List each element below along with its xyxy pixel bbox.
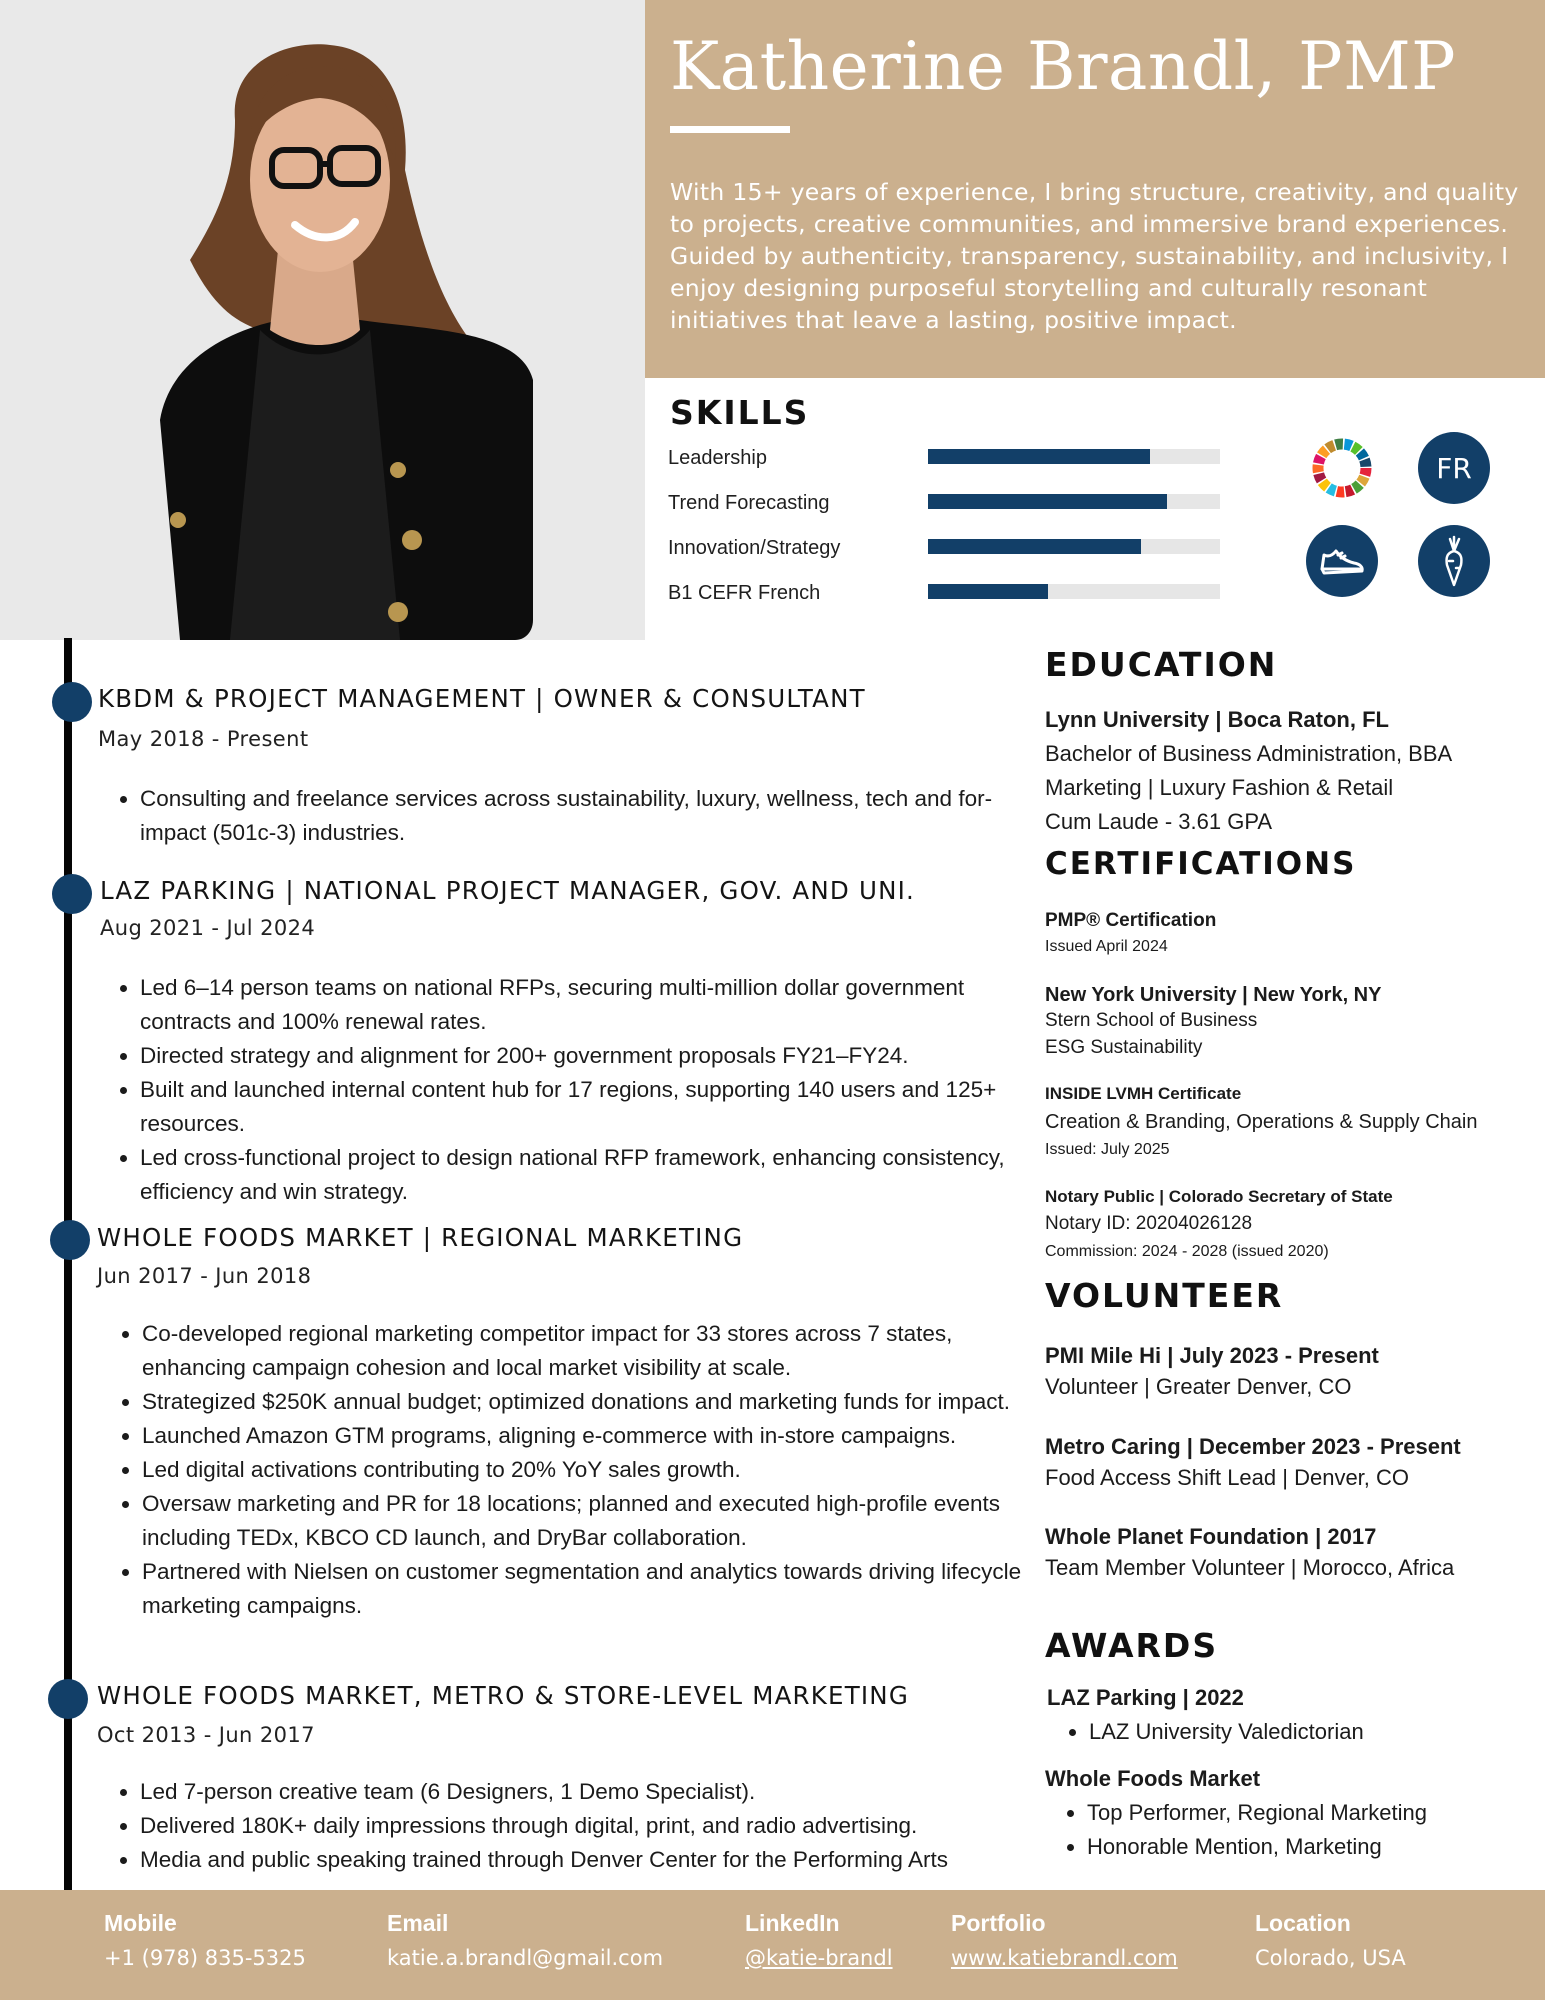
cert-name: New York University | New York, NY [1045, 984, 1382, 1006]
volunteer-org: Metro Caring | December 2023 - Present [1045, 1434, 1461, 1459]
location-label: Location [1255, 1910, 1351, 1936]
job-title: KBDM & PROJECT MANAGEMENT | OWNER & CONSULTANT [98, 684, 866, 713]
contact-footer [0, 1890, 1545, 2000]
volunteer-org: PMI Mile Hi | July 2023 - Present [1045, 1343, 1379, 1368]
skill-bar [928, 584, 1220, 599]
list-item: • Media and public speaking trained through Denver Center for the Performing Arts [140, 1843, 1060, 1877]
award-list [1047, 1715, 1509, 1749]
list-item: • Consulting and freelance services across sustainability, luxury, wellness, tech and for-impact (501c-3) industries. [140, 782, 1030, 850]
timeline-dot [52, 874, 92, 914]
education-line: Bachelor of Business Administration, BBA [1045, 741, 1453, 766]
job-bullets [98, 1775, 1060, 1877]
list-item: • LAZ University Valedictorian [1089, 1715, 1509, 1749]
cert-detail: ESG Sustainability [1045, 1037, 1203, 1058]
education-school: Lynn University | Boca Raton, FL [1045, 707, 1389, 732]
french-badge: FR [1418, 432, 1490, 504]
job-dates: May 2018 - Present [98, 727, 309, 751]
cert-detail: Commission: 2024 - 2028 (issued 2020) [1045, 1243, 1329, 1260]
linkedin-link[interactable]: @katie-brandl [745, 1946, 893, 1970]
list-item: • Co-developed regional marketing competitor impact for 33 stores across 7 states, enhancing campaign cohesion and local market visibility at scale. [142, 1317, 1032, 1385]
skill-label: B1 CEFR French [668, 582, 821, 604]
cert-name: INSIDE LVMH Certificate [1045, 1084, 1242, 1103]
award-org: Whole Foods Market [1045, 1766, 1261, 1791]
list-item: • Delivered 180K+ daily impressions through digital, print, and radio advertising. [140, 1809, 1060, 1843]
timeline-dot [50, 1220, 90, 1260]
volunteer-role: Food Access Shift Lead | Denver, CO [1045, 1465, 1410, 1490]
list-item: • Directed strategy and alignment for 200+ government proposals FY21–FY24. [140, 1039, 1040, 1073]
list-item: • Led digital activations contributing to 20% YoY sales growth. [142, 1453, 1032, 1487]
skills-heading: SKILLS [670, 393, 810, 432]
list-item: • Strategized $250K annual budget; optimized donations and marketing funds for impact. [142, 1385, 1032, 1419]
awards-heading: AWARDS [1045, 1626, 1219, 1665]
job-title: WHOLE FOODS MARKET | REGIONAL MARKETING [97, 1223, 744, 1252]
education-line: Marketing | Luxury Fashion & Retail [1045, 775, 1394, 800]
job-bullets [98, 971, 1040, 1209]
email-label: Email [387, 1910, 449, 1936]
header-banner [645, 0, 1545, 378]
portfolio-link[interactable]: www.katiebrandl.com [951, 1946, 1178, 1970]
list-item: • Partnered with Nielsen on customer segmentation and analytics towards driving lifecycle marketing campaigns. [142, 1555, 1032, 1623]
email-link[interactable]: katie.a.brandl@gmail.com [387, 1946, 664, 1970]
volunteer-org: Whole Planet Foundation | 2017 [1045, 1524, 1377, 1549]
education-line: Cum Laude - 3.61 GPA [1045, 809, 1273, 834]
job-title: WHOLE FOODS MARKET, METRO & STORE-LEVEL MARKETING [97, 1681, 910, 1710]
mobile-value[interactable]: +1 (978) 835-5325 [104, 1946, 306, 1970]
cert-detail: Notary ID: 20204026128 [1045, 1213, 1253, 1234]
skill-bar [928, 494, 1220, 509]
cert-name: Notary Public | Colorado Secretary of State [1045, 1187, 1393, 1206]
mobile-label: Mobile [104, 1910, 177, 1936]
profile-photo [0, 0, 645, 640]
portrait-image [0, 0, 645, 640]
cert-detail: Stern School of Business [1045, 1010, 1258, 1031]
skill-label: Innovation/Strategy [668, 537, 841, 559]
carrot-icon [1418, 525, 1490, 597]
list-item: • Top Performer, Regional Marketing [1087, 1796, 1527, 1830]
skill-label: Leadership [668, 447, 767, 469]
award-list [1045, 1796, 1527, 1864]
timeline-dot [48, 1679, 88, 1719]
volunteer-role: Volunteer | Greater Denver, CO [1045, 1374, 1352, 1399]
cert-name: PMP® Certification [1045, 910, 1217, 931]
list-item: • Led 7-person creative team (6 Designers, 1 Demo Specialist). [140, 1775, 1060, 1809]
skill-bar-fill [928, 539, 1141, 554]
volunteer-heading: VOLUNTEER [1045, 1276, 1284, 1315]
job-bullets [98, 782, 1030, 850]
list-item: • Honorable Mention, Marketing [1087, 1830, 1527, 1864]
cert-detail: Issued April 2024 [1045, 938, 1168, 955]
volunteer-role: Team Member Volunteer | Morocco, Africa [1045, 1555, 1455, 1580]
skill-bar-fill [928, 449, 1150, 464]
list-item: • Led 6–14 person teams on national RFPs, securing multi-million dollar government contracts and 100% renewal rates. [140, 971, 1040, 1039]
list-item: • Led cross-functional project to design national RFP framework, enhancing consistency, efficiency and win strategy. [140, 1141, 1040, 1209]
education-heading: EDUCATION [1045, 645, 1278, 684]
list-item: • Oversaw marketing and PR for 18 locations; planned and executed high-profile events including TEDx, KBCO CD launch, and DryBar collaboration. [142, 1487, 1032, 1555]
cert-detail: Creation & Branding, Operations & Supply Chain [1045, 1111, 1478, 1133]
list-item: • Launched Amazon GTM programs, aligning e-commerce with in-store campaigns. [142, 1419, 1032, 1453]
name-underline [670, 126, 790, 133]
skill-bar-fill [928, 494, 1167, 509]
linkedin-label: LinkedIn [745, 1910, 840, 1936]
cert-detail: Issued: July 2025 [1045, 1141, 1170, 1158]
job-dates: Jun 2017 - Jun 2018 [97, 1264, 312, 1288]
job-dates: Oct 2013 - Jun 2017 [97, 1723, 315, 1747]
location-value: Colorado, USA [1255, 1946, 1406, 1970]
job-title: LAZ PARKING | NATIONAL PROJECT MANAGER, GOV. AND UNI. [100, 876, 916, 905]
skill-bar [928, 539, 1220, 554]
job-dates: Aug 2021 - Jul 2024 [100, 916, 316, 940]
job-bullets [100, 1317, 1032, 1623]
candidate-name: Katherine Brandl, PMP [670, 28, 1457, 105]
professional-summary: With 15+ years of experience, I bring structure, creativity, and quality to projects, creative communities, and immersive brand experiences. Guided by authenticity, transparency, sustainability, and inclusivity, I enjoy designing purposeful storytelling and culturally resonant initiatives that leave a lasting, positive impact. [670, 178, 1519, 334]
award-org: LAZ Parking | 2022 [1047, 1685, 1244, 1710]
timeline-dot [52, 682, 92, 722]
list-item: • Built and launched internal content hub for 17 regions, supporting 140 users and 125+ resources. [140, 1073, 1040, 1141]
portfolio-label: Portfolio [951, 1910, 1046, 1936]
skill-bar-fill [928, 584, 1048, 599]
certifications-heading: CERTIFICATIONS [1045, 846, 1357, 882]
sdg-wheel-icon [1306, 432, 1378, 504]
running-shoe-icon [1306, 525, 1378, 597]
skill-bar [928, 449, 1220, 464]
skill-label: Trend Forecasting [668, 492, 830, 514]
